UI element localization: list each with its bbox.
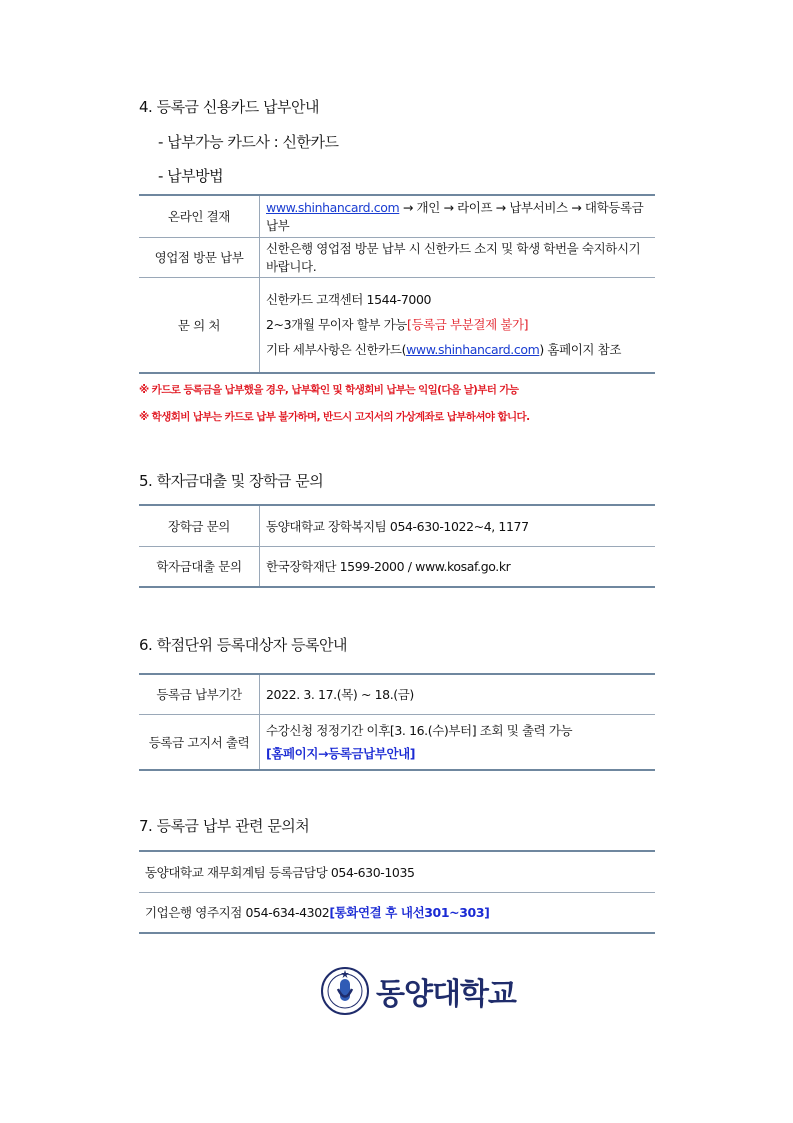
payment-method-heading: - 납부방법 xyxy=(158,167,224,185)
online-payment-label: 온라인 결재 xyxy=(139,195,260,237)
table-row xyxy=(139,195,655,237)
inquiry-label: 문 의 처 xyxy=(139,277,260,373)
branch-visit-label: 영업점 방문 납부 xyxy=(139,237,260,277)
section-5-title: 5. 학자금대출 및 장학금 문의 xyxy=(139,472,324,490)
credit-unit-table xyxy=(139,673,655,771)
card-note-1: ※ 카드로 등록금을 납부했을 경우, 납부확인 및 학생회비 납부는 익일(다음 날)부터 가능 xyxy=(139,384,519,396)
partial-payment-warning: [등록금 부분결제 불가] xyxy=(406,317,529,333)
bill-print-line-2: [홈페이지→등록금납부안내] xyxy=(266,745,416,761)
inquiry-line-1: 신한카드 고객센터 1544-7000 xyxy=(266,292,432,308)
branch-visit-text: 신한은행 영업점 방문 납부 시 신한카드 소지 및 학생 학번을 숙지하시기 바랍니다. xyxy=(266,241,641,274)
online-payment-path: → 개인 → 라이프 → 납부서비스 → 대학등록금납부 xyxy=(266,200,644,234)
section-7-title: 7. 등록금 납부 관련 문의처 xyxy=(139,817,310,835)
shinhancard-link[interactable]: www.shinhancard.com xyxy=(266,200,400,216)
bank-contact xyxy=(139,892,655,933)
card-payment-table xyxy=(139,194,655,374)
university-name: 동양대학교 xyxy=(376,977,516,1012)
table-row xyxy=(139,851,655,892)
section-4-title: 4. 등록금 신용카드 납부안내 xyxy=(139,98,320,116)
bill-print-line-1: 수강신청 정정기간 이후[3. 16.(수)부터] 조회 및 출력 가능 xyxy=(266,722,573,738)
payment-period-value: 2022. 3. 17.(목) ~ 18.(금) xyxy=(266,687,414,703)
extension-info: [통화연결 후 내선301~303] xyxy=(329,905,490,921)
table-row xyxy=(139,546,655,587)
table-row xyxy=(139,505,655,546)
loan-scholarship-table xyxy=(139,504,655,588)
table-row xyxy=(139,237,655,277)
installment-text: 2~3개월 무이자 할부 가능 xyxy=(266,317,407,333)
table-row xyxy=(139,277,655,373)
finance-team-contact: 동양대학교 재무회계팀 등록금담당 054-630-1035 xyxy=(145,864,415,880)
university-logo xyxy=(320,958,516,1024)
table-row xyxy=(139,714,655,770)
inquiry-value xyxy=(260,277,656,373)
online-payment-value xyxy=(260,195,656,237)
shinhancard-link-2[interactable]: www.shinhancard.com xyxy=(406,342,540,358)
inquiry-line-2 xyxy=(266,312,649,337)
scholarship-inquiry-label: 장학금 문의 xyxy=(139,505,260,546)
section-6-title: 6. 학점단위 등록대상자 등록안내 xyxy=(139,636,347,654)
details-text-suffix: ) 홈페이지 참조 xyxy=(539,342,622,358)
scholarship-inquiry-value: 동양대학교 장학복지팀 054-630-1022~4, 1177 xyxy=(266,518,529,534)
payment-period-label: 등록금 납부기간 xyxy=(139,674,260,714)
university-seal-icon xyxy=(320,958,370,1024)
bill-print-value xyxy=(260,714,656,770)
contact-table xyxy=(139,850,655,934)
table-row xyxy=(139,892,655,933)
table-row xyxy=(139,674,655,714)
bank-contact-number: 기업은행 영주지점 054-634-4302 xyxy=(145,905,330,921)
card-company-line: - 납부가능 카드사 : 신한카드 xyxy=(158,133,339,151)
loan-inquiry-label: 학자금대출 문의 xyxy=(139,546,260,587)
loan-inquiry-value: 한국장학재단 1599-2000 / www.kosaf.go.kr xyxy=(266,559,511,575)
inquiry-line-3 xyxy=(266,337,649,362)
card-note-2: ※ 학생회비 납부는 카드로 납부 불가하며, 반드시 고지서의 가상계좌로 납부하셔야 합니다. xyxy=(139,411,530,423)
details-text-prefix: 기타 세부사항은 신한카드( xyxy=(266,342,407,358)
bill-print-label: 등록금 고지서 출력 xyxy=(139,714,260,770)
